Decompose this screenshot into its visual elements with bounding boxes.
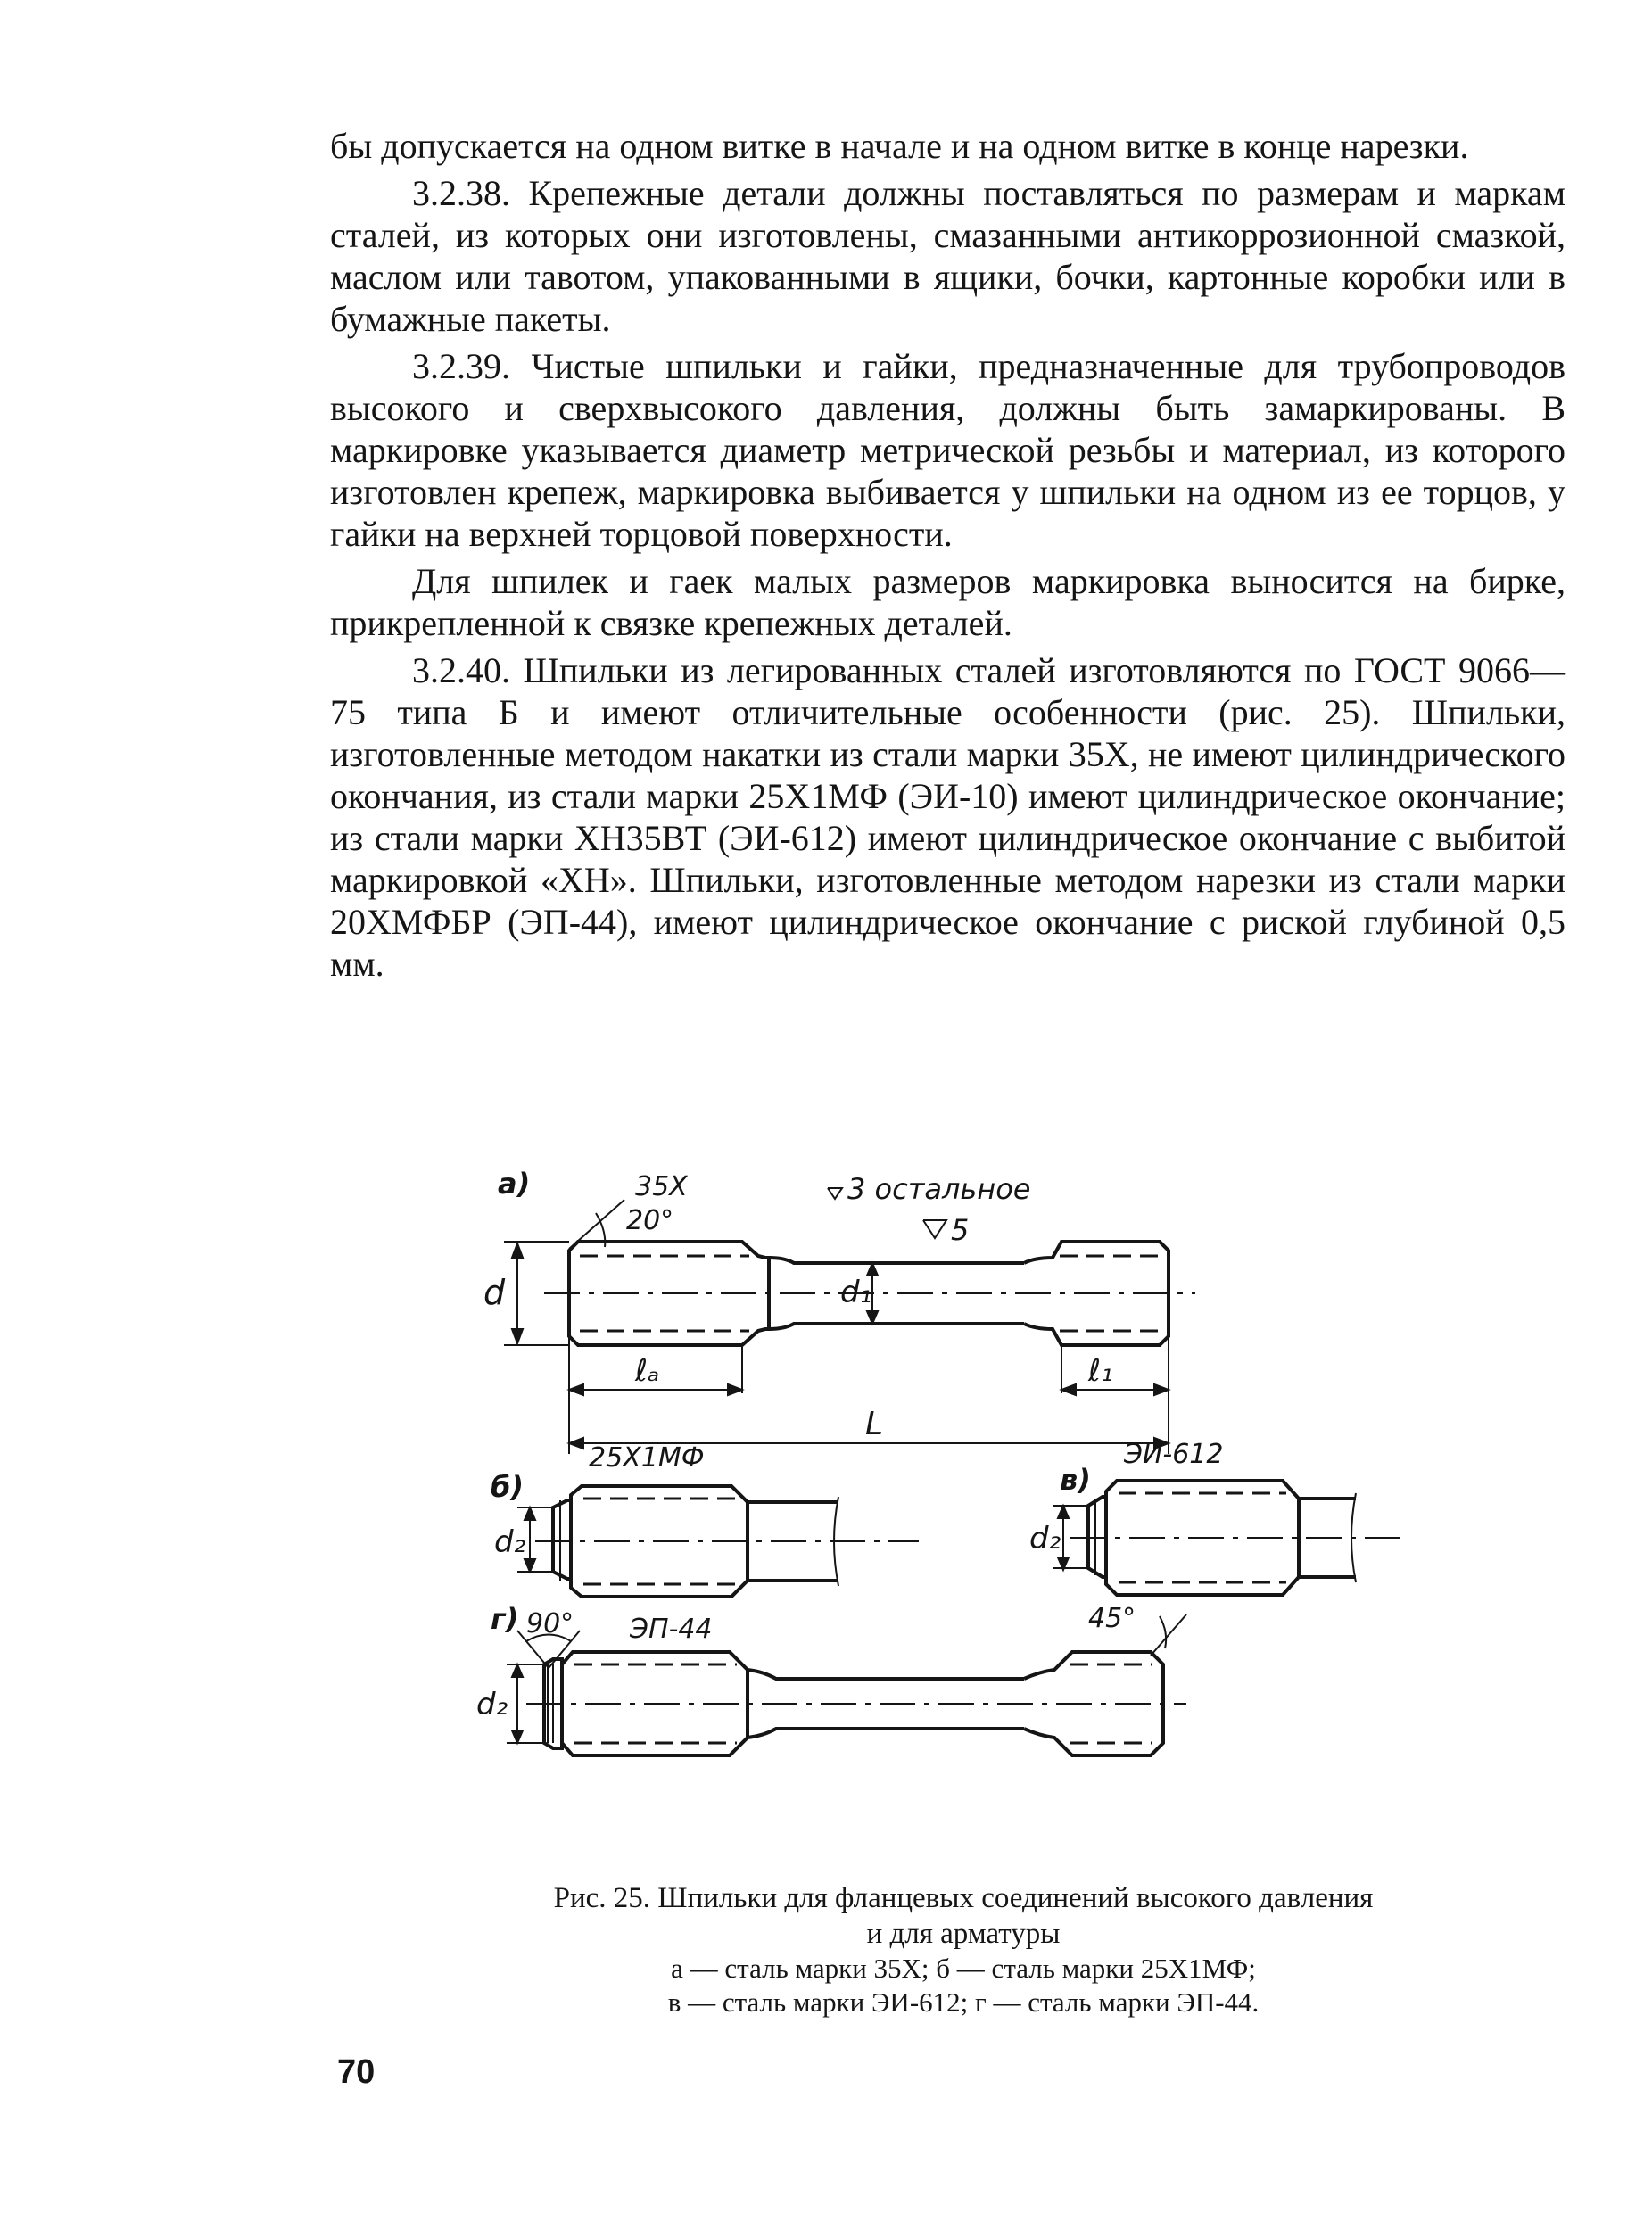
fig-v-d2: d₂	[1029, 1521, 1061, 1557]
fig-v-steel: ЭИ-612	[1124, 1439, 1224, 1470]
paragraph-3-2-40: 3.2.40. Шпильки из легированных сталей изготовляются по ГОСТ 9066—75 типа Б и имеют отличительные особенности (рис. 25). Шпильки, изготовленные методом накатки из стали марки 35Х, не имеют цилиндрического окончания, из стали марки 25Х1МФ (ЭИ-10) имеют цилиндрическое окончание; из стали марки ХН35ВТ (ЭИ-612) имеют цилиндрическое окончание с выбитой маркировкой «ХН». Шпильки, изготовленные методом нарезки из стали марки 20ХМФБР (ЭП-44), имеют цилиндрическое окончание с риской глубиной 0,5 мм.	[330, 650, 1565, 984]
fig-g-tag: г)	[491, 1602, 519, 1636]
caption-title-line2: и для арматуры	[866, 1918, 1061, 1950]
paragraph-3-2-38: 3.2.38. Крепежные детали должны поставляться по размерам и маркам сталей, из которых они изготовлены, смазанными антикоррозионной смазкой, маслом или тавотом, упакованными в ящики, бочки, картонные коробки или в бумажные пакеты.	[330, 173, 1565, 339]
fig-g-d2: d₂	[476, 1687, 508, 1722]
caption-legend-line2: в — сталь марки ЭИ-612; г — сталь марки ЭП-44.	[667, 1986, 1260, 2018]
fig-a-tag: а)	[498, 1167, 531, 1201]
fig-a-l1: ℓ₁	[1088, 1353, 1113, 1389]
paragraph-note: Для шпилек и гаек малых размеров маркировка выносится на бирке, прикрепленной к связке крепежных деталей.	[330, 561, 1565, 643]
figure-25	[464, 1160, 1463, 1837]
caption-legend-line1: а — сталь марки 35Х; б — сталь марки 25Х1МФ;	[671, 1953, 1256, 1984]
fig-v-tag: в)	[1060, 1463, 1091, 1497]
page-number: 70	[337, 2053, 376, 2091]
fig-g-angle-90: 90°	[526, 1608, 574, 1639]
fig-g-angle-45: 45°	[1088, 1603, 1136, 1634]
studs-drawing	[464, 1160, 1463, 1837]
paragraph-3-2-39: 3.2.39. Чистые шпильки и гайки, предназначенные для трубопроводов высокого и сверхвысокого давления, должны быть замаркированы. В маркировке указывается диаметр метрической резьбы и материал, из которого изготовлен крепеж, маркировка выбивается у шпильки на одном из ее торцов, у гайки на верхней торцовой поверхности.	[330, 346, 1565, 554]
fig-a-angle: 20°	[626, 1205, 674, 1236]
fig-g-steel: ЭП-44	[630, 1614, 713, 1645]
fig-a-roughness-main: 5	[951, 1213, 970, 1247]
paragraph-continuation: бы допускается на одном витке в начале и на одном витке в конце нарезки.	[330, 126, 1469, 166]
fig-a-roughness-rest: 3 остальное	[847, 1172, 1031, 1206]
fig-b-d2: d₂	[494, 1524, 526, 1560]
fig-a-d1: d₁	[840, 1275, 872, 1310]
body-text	[330, 125, 1565, 990]
fig-b-tag: б)	[491, 1470, 524, 1504]
fig-a-d: d	[483, 1273, 506, 1312]
figure-caption	[446, 1880, 1481, 2019]
fig-a-la: ℓₐ	[635, 1353, 660, 1389]
fig-a-steel: 35Х	[635, 1171, 688, 1202]
fig-b-steel: 25Х1МФ	[589, 1442, 705, 1474]
fig-a-L: L	[865, 1406, 884, 1442]
caption-title-line1: Рис. 25. Шпильки для фланцевых соединений высокого давления	[553, 1882, 1374, 1914]
